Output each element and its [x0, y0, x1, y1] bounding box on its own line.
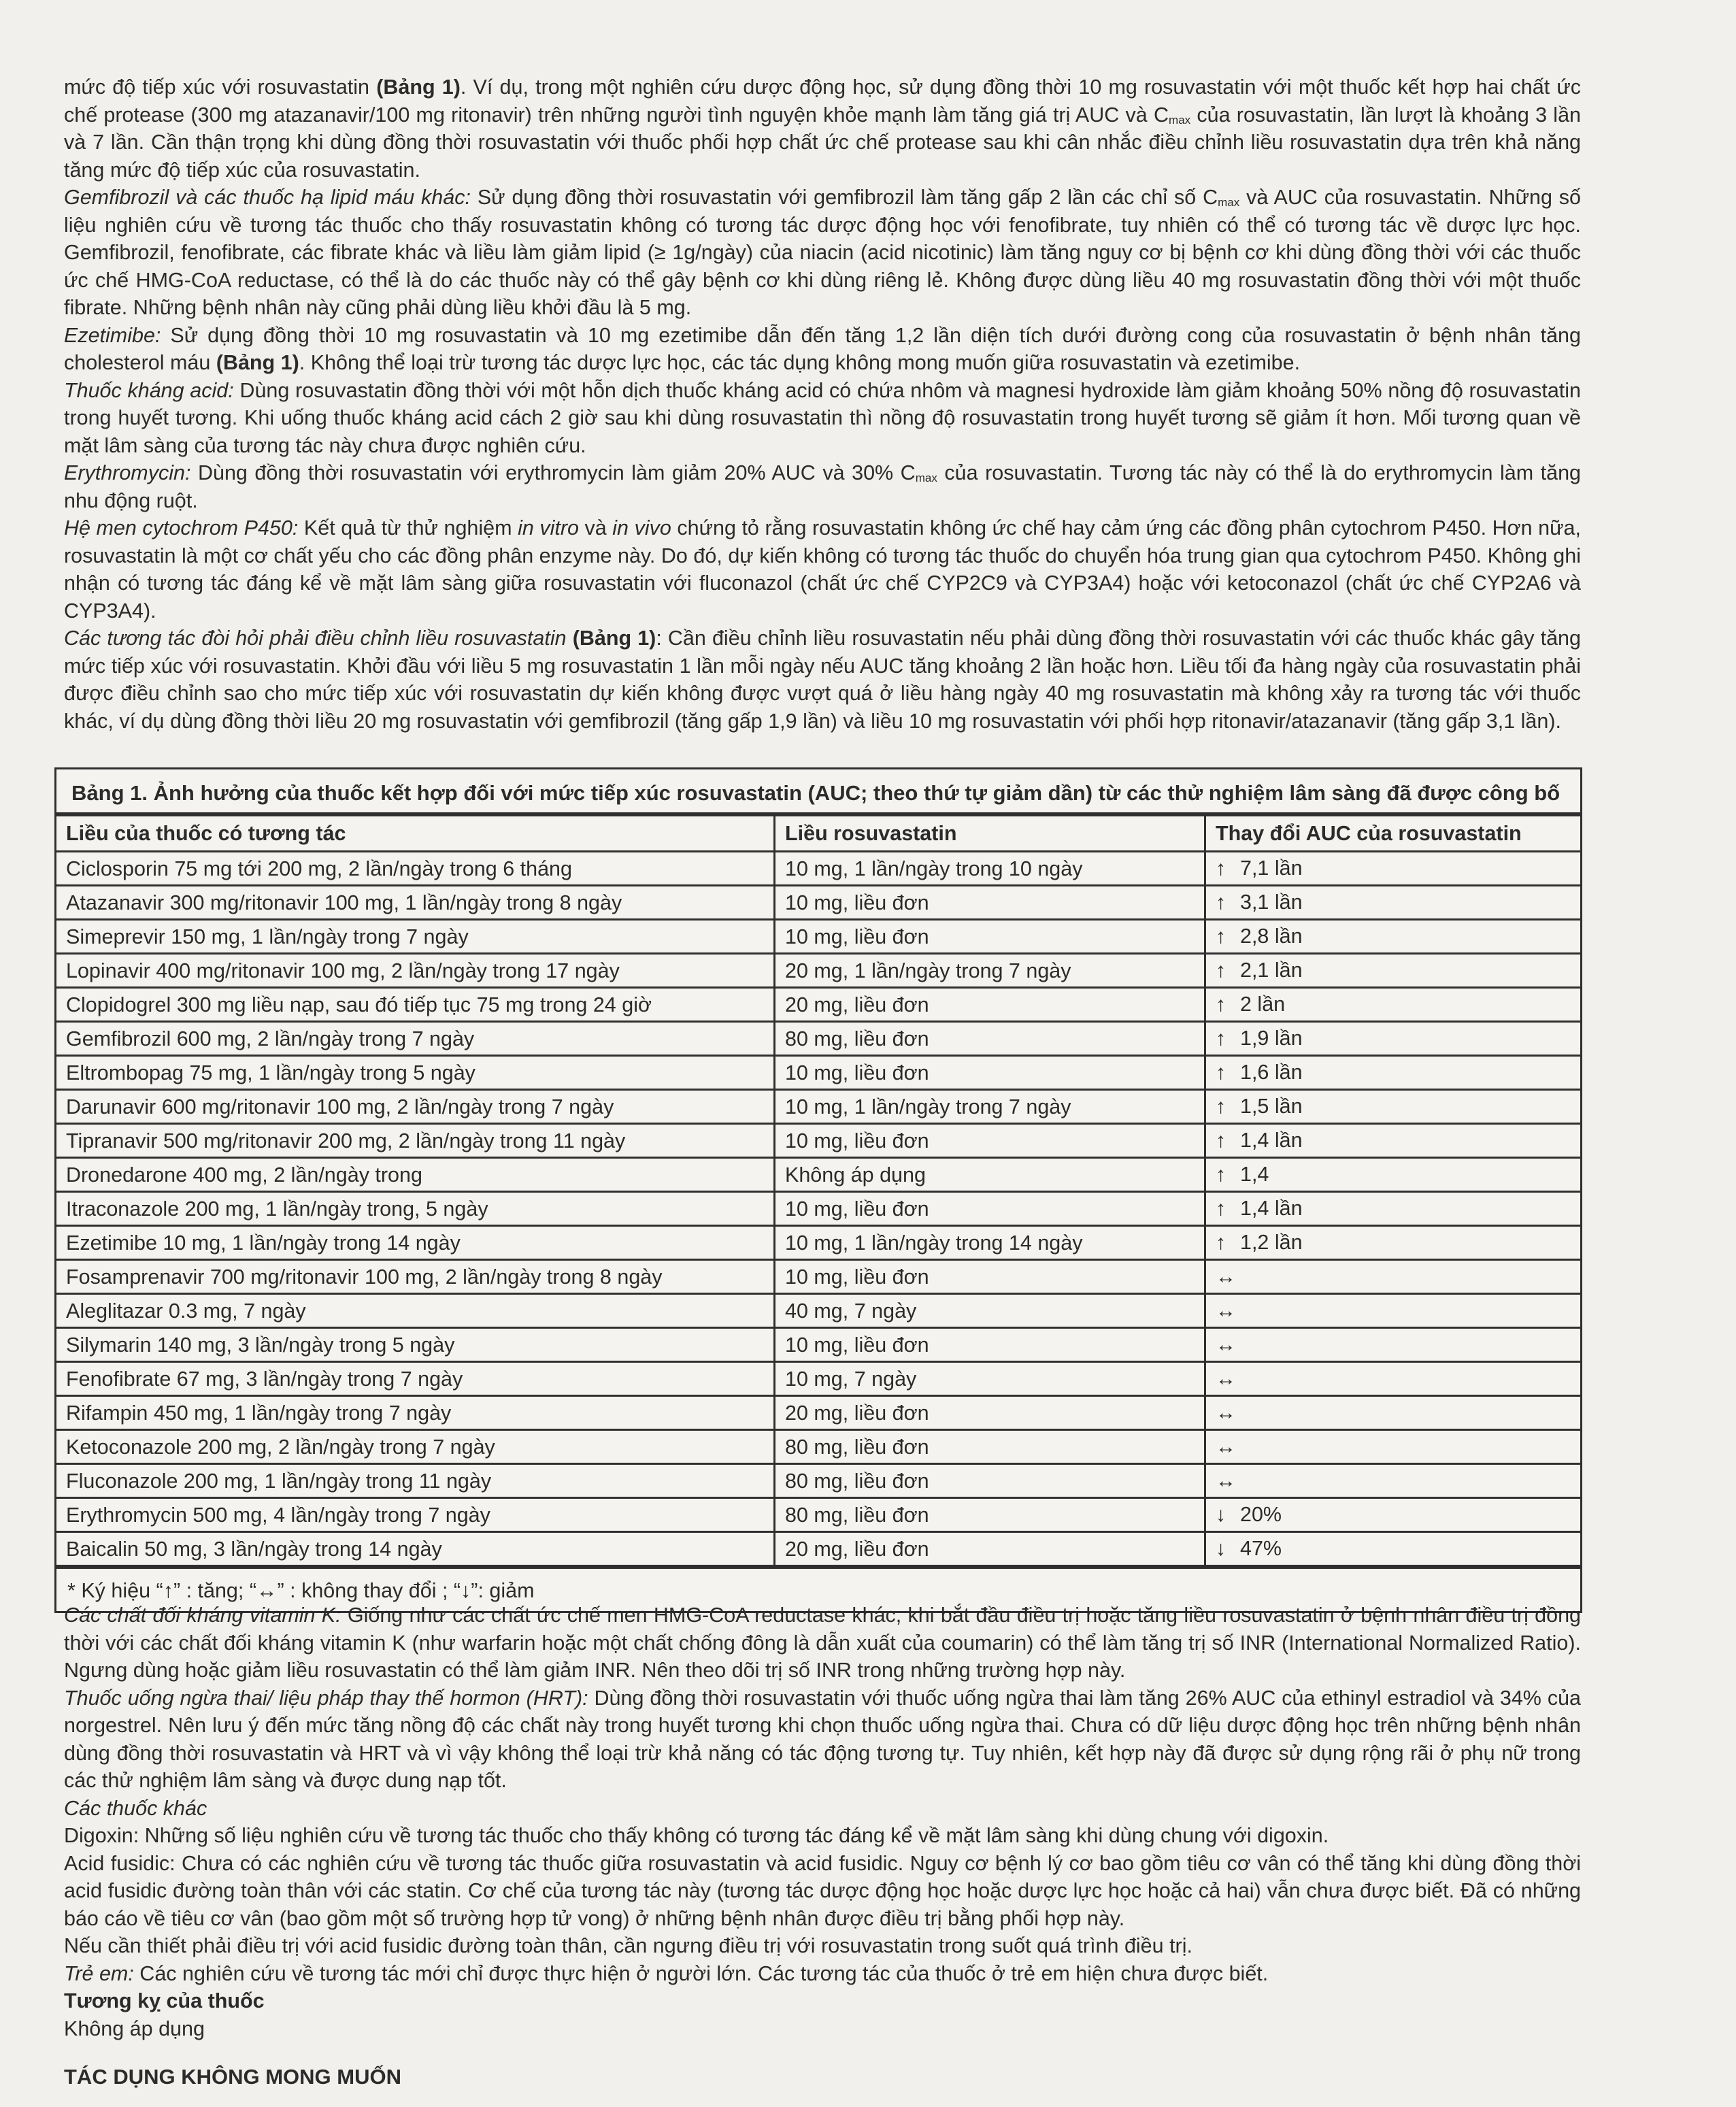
change-arrow-icon: ↔ [1216, 1470, 1236, 1492]
cytochrome-paragraph [64, 514, 1581, 625]
drug-interactions-text [64, 73, 1581, 735]
change-value: 7,1 lần [1240, 857, 1303, 880]
cell-dose: Không áp dụng [775, 1158, 1205, 1192]
ezetimibe-paragraph [64, 322, 1581, 377]
fusidic-acid-advice: Nếu cần thiết phải điều trị với acid fusidic đường toàn thân, cần ngưng điều trị với rosuvastatin trong suốt quá trình điều trị. [64, 1934, 1192, 1957]
cell-dose: 20 mg, 1 lần/ngày trong 7 ngày [775, 954, 1205, 988]
other-drugs-heading: Các thuốc khác [64, 1796, 207, 1820]
cell-auc-change [1205, 920, 1581, 954]
text-run: Dùng đồng thời rosuvastatin với thuốc uống ngừa thai làm tăng 26% AUC của ethinyl estradiol và 34% của norgestrel. Nên lưu ý đến mức tăng nồng độ các chất này trong huyết tương khi chọn thuốc uống ngừa thai. Chưa có dữ liệu dược động học trên những bệnh nhân dùng đồng thời rosuvastatin và HRT và vì vậy không thể loại trừ khả năng có tác động tương tự. Tuy nhiên, kết hợp này đã được sử dụng rộng rãi ở phụ nữ trong các thử nghiệm lâm sàng và được dung nạp tốt. [64, 1686, 1582, 1792]
table-row [56, 852, 1580, 886]
table-row [56, 954, 1580, 988]
cell-drug: Simeprevir 150 mg, 1 lần/ngày trong 7 ngày [56, 920, 775, 954]
table-row [56, 1056, 1580, 1090]
cell-auc-change [1205, 1226, 1581, 1260]
cell-dose: 10 mg, 1 lần/ngày trong 7 ngày [775, 1090, 1205, 1124]
cell-drug: Darunavir 600 mg/ritonavir 100 mg, 2 lần/ngày trong 7 ngày [56, 1090, 775, 1124]
column-header-dose: Liều rosuvastatin [775, 816, 1205, 852]
cell-dose: 20 mg, liều đơn [775, 1532, 1205, 1566]
paragraph-heading: Ezetimibe: [64, 323, 161, 347]
text-run: mức độ tiếp xúc với rosuvastatin [64, 76, 377, 99]
text-run: và [578, 516, 613, 540]
cell-auc-change [1205, 1090, 1581, 1124]
cell-dose: 10 mg, liều đơn [775, 1124, 1205, 1158]
cell-auc-change [1205, 988, 1581, 1022]
change-value: 47% [1240, 1537, 1282, 1560]
text-run: Giống như các chất ức chế men HMG-CoA reductase khác, khi bắt đầu điều trị hoặc tăng liều rosuvastatin ở bệnh nhân điều trị đồng thời với các chất đối kháng vitamin K (như warfarin hoặc một chất chống đông là dẫn xuất của coumarin) có thể làm tăng trị số INR (International Normalized Ratio). Ngưng dùng hoặc giảm liều rosuvastatin có thể làm giảm INR. Nên theo dõi trị số INR trong những trường hợp này. [64, 1604, 1581, 1682]
change-arrow-icon: ↔ [1216, 1436, 1236, 1458]
cell-drug: Baicalin 50 mg, 3 lần/ngày trong 14 ngày [56, 1532, 775, 1566]
paragraph-heading: Gemfibrozil và các thuốc hạ lipid máu khác: [64, 186, 471, 209]
cell-drug: Tipranavir 500 mg/ritonavir 200 mg, 2 lần/ngày trong 11 ngày [56, 1124, 775, 1158]
cell-drug: Atazanavir 300 mg/ritonavir 100 mg, 1 lần/ngày trong 8 ngày [56, 886, 775, 920]
cell-drug: Aleglitazar 0.3 mg, 7 ngày [56, 1294, 775, 1328]
change-value: 2,8 lần [1240, 925, 1303, 948]
cell-dose: 20 mg, liều đơn [775, 988, 1205, 1022]
paragraph-heading: Erythromycin: [64, 461, 191, 484]
change-value: 2,1 lần [1240, 959, 1303, 982]
table-row [56, 886, 1580, 920]
text-run: : Cần điều chỉnh liều rosuvastatin nếu phải dùng đồng thời rosuvastatin với các thuốc khác gây tăng mức tiếp xúc với rosuvastatin. Khởi đầu với liều 5 mg rosuvastatin 1 lần mỗi ngày nếu AUC tăng khoảng 2 lần hoặc hơn. Liều tối đa hàng ngày của rosuvastatin phải được điều chỉnh sao cho mức tiếp xúc với rosuvastatin dự kiến không được vượt quá ở liều hàng ngày 40 mg rosuvastatin mà không xảy ra tương tác với thuốc khác, ví dụ dùng đồng thời liều 20 mg rosuvastatin với gemfibrozil (tăng gấp 1,9 lần) và liều 10 mg rosuvastatin với phối hợp ritonavir/atazanavir (tăng gấp 3,1 lần). [64, 627, 1581, 733]
change-value: 1,6 lần [1240, 1061, 1303, 1084]
change-arrow-icon: ↔ [1216, 1265, 1236, 1288]
cell-auc-change [1205, 1260, 1581, 1294]
cell-dose: 80 mg, liều đơn [775, 1464, 1205, 1498]
cell-dose: 10 mg, 1 lần/ngày trong 10 ngày [775, 852, 1205, 886]
change-arrow-icon: ↑ [1216, 1197, 1226, 1220]
table-row [56, 1464, 1580, 1498]
change-arrow-icon: ↑ [1216, 925, 1226, 948]
text-run: và AUC của rosuvastatin. Những số liệu nghiên cứu về tương tác thuốc cho thấy rosuvastatin không có tương tác dược động học với fenofibrate, tuy nhiên có thể có tương tác về dược lực học. Gemfibrozil, fenofibrate, các fibrate khác và liều làm giảm lipid (≥ 1g/ngày) của niacin (acid nicotinic) làm tăng nguy cơ bị bệnh cơ khi dùng đồng thời với các thuốc ức chế HMG-CoA reductase, có thể là do các thuốc này có thể gây bệnh cơ khi dùng riêng lẻ. Không được dùng liều 40 mg rosuvastatin đồng thời với một thuốc fibrate. Những bệnh nhân này cũng phải dùng liều khởi đầu là 5 mg. [64, 186, 1582, 319]
cell-auc-change [1205, 1158, 1581, 1192]
paragraph-heading: Các chất đối kháng vitamin K: [64, 1604, 341, 1627]
change-value: 20% [1240, 1503, 1282, 1526]
text-run: Kết quả từ thử nghiệm [298, 516, 518, 540]
cell-dose: 10 mg, liều đơn [775, 1056, 1205, 1090]
cell-drug: Gemfibrozil 600 mg, 2 lần/ngày trong 7 ngày [56, 1022, 775, 1056]
text-run: chứng tỏ rằng rosuvastatin không ức chế hay cảm ứng các đồng phân cytochrom P450. Hơn nữa, rosuvastatin là một cơ chất yếu cho các đồng phân enzyme này. Do đó, dự kiến không có tương tác thuốc do chuyển hóa trung gian qua cytochrom P450. Không ghi nhận có tương tác đáng kể về mặt lâm sàng giữa rosuvastatin với fluconazol (chất ức chế CYP2C9 và CYP3A4) hoặc với ketoconazol (chất ức chế CYP2A6 và CYP3A4). [64, 516, 1581, 623]
cell-dose: 40 mg, 7 ngày [775, 1294, 1205, 1328]
text-run: in vivo [612, 516, 671, 540]
subscript: max [1218, 196, 1240, 209]
cell-auc-change [1205, 1328, 1581, 1362]
cell-auc-change [1205, 1294, 1581, 1328]
vitamin-k-paragraph [64, 1602, 1581, 1685]
text-run: Dùng rosuvastatin đồng thời với một hỗn dịch thuốc kháng acid có chứa nhôm và magnesi hydroxide làm giảm khoảng 50% nồng độ rosuvastatin trong huyết tương. Khi uống thuốc kháng acid cách 2 giờ sau khi dùng rosuvastatin thì nồng độ rosuvastatin trong huyết tương sẽ giảm ít hơn. Mối tương quan về mặt lâm sàng của tương tác này chưa được nghiên cứu. [64, 378, 1581, 457]
text-run: Dùng đồng thời rosuvastatin với erythromycin làm giảm 20% AUC và 30% C [190, 461, 916, 484]
digoxin-paragraph: Digoxin: Những số liệu nghiên cứu về tương tác thuốc cho thấy không có tương tác đáng kể về mặt lâm sàng khi dùng chung với digoxin. [64, 1824, 1329, 1847]
change-arrow-icon: ↔ [1216, 1401, 1236, 1424]
change-arrow-icon: ↑ [1216, 857, 1226, 880]
cell-dose: 20 mg, liều đơn [775, 1396, 1205, 1430]
cell-drug: Rifampin 450 mg, 1 lần/ngày trong 7 ngày [56, 1396, 775, 1430]
cell-dose: 80 mg, liều đơn [775, 1022, 1205, 1056]
incompatibility-heading: Tương kỵ của thuốc [64, 1989, 265, 2012]
adverse-effects-heading: TÁC DỤNG KHÔNG MONG MUỐN [64, 2065, 401, 2089]
change-value: 1,4 lần [1240, 1129, 1303, 1152]
cell-drug: Fosamprenavir 700 mg/ritonavir 100 mg, 2 lần/ngày trong 8 ngày [56, 1260, 775, 1294]
cell-auc-change [1205, 1498, 1581, 1532]
change-arrow-icon: ↔ [1216, 1299, 1236, 1322]
contraceptive-paragraph [64, 1685, 1581, 1795]
protease-inhibitor-paragraph [64, 73, 1581, 184]
interaction-table-box [54, 767, 1582, 1613]
children-paragraph [64, 1960, 1581, 1988]
table-footnote: * Ký hiệu “↑” : tăng; “↔” : không thay đổi ; “↓”: giảm [56, 1567, 1580, 1611]
change-arrow-icon: ↑ [1216, 891, 1226, 914]
text-run: Các nghiên cứu về tương tác mới chỉ được thực hiện ở người lớn. Các tương tác của thuốc ở trẻ em hiện chưa được biết. [133, 1961, 1269, 1985]
table-caption: Bảng 1. Ảnh hưởng của thuốc kết hợp đối với mức tiếp xúc rosuvastatin (AUC; theo thứ tự giảm dần) từ các thử nghiệm lâm sàng đã được công bố [56, 769, 1580, 814]
text-run: Sử dụng đồng thời rosuvastatin với gemfibrozil làm tăng gấp 2 lần các chỉ số C [470, 186, 1218, 209]
cell-drug: Ezetimibe 10 mg, 1 lần/ngày trong 14 ngày [56, 1226, 775, 1260]
cell-drug: Fluconazole 200 mg, 1 lần/ngày trong 11 ngày [56, 1464, 775, 1498]
paragraph-heading: Hệ men cytochrom P450: [64, 516, 299, 540]
table-row [56, 1498, 1580, 1532]
change-value: 1,9 lần [1240, 1027, 1303, 1050]
erythromycin-paragraph [64, 459, 1581, 514]
change-arrow-icon: ↑ [1216, 959, 1226, 982]
table-row [56, 1328, 1580, 1362]
cell-dose: 10 mg, liều đơn [775, 1192, 1205, 1226]
interaction-table [56, 814, 1580, 1567]
change-value: 3,1 lần [1240, 891, 1303, 914]
other-interactions-text [64, 1602, 1581, 2091]
fusidic-acid-paragraph: Acid fusidic: Chưa có các nghiên cứu về tương tác thuốc giữa rosuvastatin và acid fusidic. Nguy cơ bệnh lý cơ bao gồm tiêu cơ vân có thể tăng khi dùng đồng thời acid fusidic đường toàn thân với các statin. Cơ chế của tương tác này (tương tác dược động học hoặc dược lực học hoặc cả hai) vẫn chưa được biết. Đã có những báo cáo về tiêu cơ vân (bao gồm một số trường hợp tử vong) ở những bệnh nhân được điều trị bằng phối hợp này. [64, 1851, 1581, 1930]
cell-auc-change [1205, 1362, 1581, 1396]
antacid-paragraph [64, 377, 1581, 460]
table-ref: (Bảng 1) [566, 627, 656, 650]
cell-dose: 10 mg, 7 ngày [775, 1362, 1205, 1396]
cell-drug: Silymarin 140 mg, 3 lần/ngày trong 5 ngày [56, 1328, 775, 1362]
change-arrow-icon: ↓ [1216, 1538, 1226, 1560]
text-run: của rosuvastatin. Tương tác này có thể là do erythromycin làm tăng nhu động ruột. [64, 461, 1581, 512]
change-value: 1,4 lần [1240, 1197, 1303, 1220]
dose-adjustment-paragraph [64, 625, 1581, 735]
change-arrow-icon: ↑ [1216, 1129, 1226, 1152]
cell-dose: 10 mg, 1 lần/ngày trong 14 ngày [775, 1226, 1205, 1260]
change-arrow-icon: ↑ [1216, 1163, 1226, 1186]
text-run: Sử dụng đồng thời 10 mg rosuvastatin và 10 mg ezetimibe dẫn đến tăng 1,2 lần diện tích dưới đường cong của rosuvastatin ở bệnh nhân tăng cholesterol máu [64, 323, 1581, 374]
table-row [56, 1430, 1580, 1464]
change-value: 1,5 lần [1240, 1095, 1303, 1118]
cell-auc-change [1205, 1192, 1581, 1226]
change-arrow-icon: ↔ [1216, 1367, 1236, 1390]
paragraph-heading: Các tương tác đòi hỏi phải điều chỉnh liều rosuvastatin [64, 627, 567, 650]
table-row [56, 1158, 1580, 1192]
cell-dose: 80 mg, liều đơn [775, 1430, 1205, 1464]
cell-drug: Fenofibrate 67 mg, 3 lần/ngày trong 7 ngày [56, 1362, 775, 1396]
cell-auc-change [1205, 1430, 1581, 1464]
table-row [56, 1362, 1580, 1396]
cell-drug: Ketoconazole 200 mg, 2 lần/ngày trong 7 ngày [56, 1430, 775, 1464]
gemfibrozil-paragraph [64, 184, 1581, 322]
table-row [56, 920, 1580, 954]
table-row [56, 1294, 1580, 1328]
change-arrow-icon: ↑ [1216, 993, 1226, 1016]
table-header-row [56, 816, 1580, 852]
table-row [56, 1260, 1580, 1294]
paragraph-heading: Trẻ em: [64, 1961, 134, 1985]
change-arrow-icon: ↑ [1216, 1061, 1226, 1084]
text-run: của rosuvastatin, lần lượt là khoảng 3 lần và 7 lần. Cần thận trọng khi dùng đồng thời rosuvastatin với thuốc phối hợp chất ức chế protease sau khi cân nhắc điều chỉnh liều rosuvastatin dựa trên khả năng tăng mức độ tiếp xúc của rosuvastatin. [64, 103, 1581, 182]
cell-drug: Clopidogrel 300 mg liều nạp, sau đó tiếp tục 75 mg trong 24 giờ [56, 988, 775, 1022]
table-body [56, 852, 1580, 1566]
cell-auc-change [1205, 852, 1581, 886]
cell-dose: 10 mg, liều đơn [775, 920, 1205, 954]
cell-auc-change [1205, 1464, 1581, 1498]
table-row [56, 1090, 1580, 1124]
cell-dose: 10 mg, liều đơn [775, 1260, 1205, 1294]
cell-auc-change [1205, 1396, 1581, 1430]
table-row [56, 1532, 1580, 1566]
cell-drug: Lopinavir 400 mg/ritonavir 100 mg, 2 lần/ngày trong 17 ngày [56, 954, 775, 988]
change-arrow-icon: ↔ [1216, 1333, 1236, 1356]
cell-drug: Itraconazole 200 mg, 1 lần/ngày trong, 5 ngày [56, 1192, 775, 1226]
table-row [56, 1226, 1580, 1260]
cell-drug: Erythromycin 500 mg, 4 lần/ngày trong 7 ngày [56, 1498, 775, 1532]
incompatibility-text: Không áp dụng [64, 2017, 205, 2040]
change-value: 1,2 lần [1240, 1231, 1303, 1254]
change-arrow-icon: ↓ [1216, 1504, 1226, 1526]
cell-dose: 80 mg, liều đơn [775, 1498, 1205, 1532]
subscript: max [1169, 113, 1191, 127]
table-row [56, 1022, 1580, 1056]
paragraph-heading: Thuốc uống ngừa thai/ liệu pháp thay thế hormon (HRT): [64, 1686, 588, 1710]
cell-auc-change [1205, 1022, 1581, 1056]
text-run: in vitro [518, 516, 579, 540]
change-arrow-icon: ↑ [1216, 1027, 1226, 1050]
table-ref: (Bảng 1) [376, 76, 461, 99]
table-row [56, 988, 1580, 1022]
cell-auc-change [1205, 1532, 1581, 1566]
cell-drug: Dronedarone 400 mg, 2 lần/ngày trong [56, 1158, 775, 1192]
change-value: 1,4 [1240, 1163, 1269, 1186]
change-arrow-icon: ↑ [1216, 1095, 1226, 1118]
text-run: . Ví dụ, trong một nghiên cứu dược động học, sử dụng đồng thời 10 mg rosuvastatin với một thuốc kết hợp hai chất ức chế protease (300 mg atazanavir/100 mg ritonavir) trên những người tình nguyện khỏe mạnh làm tăng giá trị AUC và C [64, 76, 1582, 127]
column-header-drug: Liều của thuốc có tương tác [56, 816, 775, 852]
table-row [56, 1192, 1580, 1226]
column-header-auc-change: Thay đổi AUC của rosuvastatin [1205, 816, 1581, 852]
cell-auc-change [1205, 886, 1581, 920]
cell-drug: Ciclosporin 75 mg tới 200 mg, 2 lần/ngày trong 6 tháng [56, 852, 775, 886]
change-value: 2 lần [1240, 993, 1286, 1016]
cell-drug: Eltrombopag 75 mg, 1 lần/ngày trong 5 ngày [56, 1056, 775, 1090]
text-run: . Không thể loại trừ tương tác dược lực học, các tác dụng không mong muốn giữa rosuvastatin và ezetimibe. [299, 351, 1301, 374]
cell-dose: 10 mg, liều đơn [775, 886, 1205, 920]
cell-auc-change [1205, 1124, 1581, 1158]
paragraph-heading: Thuốc kháng acid: [64, 378, 234, 402]
table-row [56, 1396, 1580, 1430]
cell-dose: 10 mg, liều đơn [775, 1328, 1205, 1362]
table-ref: (Bảng 1) [216, 351, 299, 374]
change-arrow-icon: ↑ [1216, 1231, 1226, 1254]
table-row [56, 1124, 1580, 1158]
subscript: max [915, 471, 937, 484]
cell-auc-change [1205, 1056, 1581, 1090]
cell-auc-change [1205, 954, 1581, 988]
